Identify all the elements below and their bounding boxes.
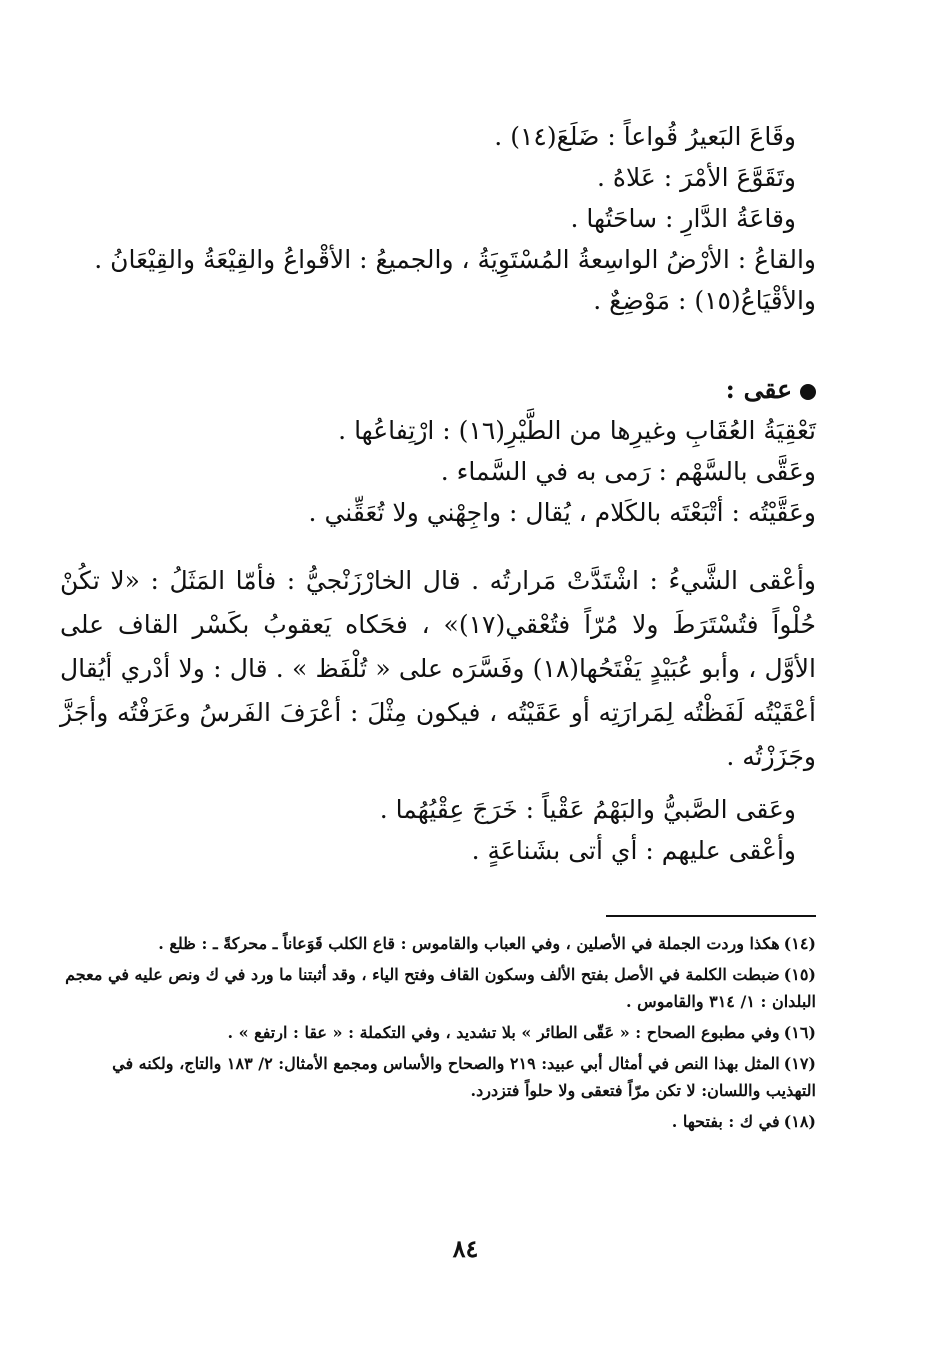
entry-heading-text: عقى : [725, 375, 792, 404]
entry-line: وعَقَّى بالسَّهْم : رَمى به في السَّماء . [440, 457, 816, 486]
footnote-number: (١٤) [783, 934, 816, 953]
footnote-text: وفي مطبوع الصحاح : « عَقّى الطائر » بلا تشديد ، وفي التكملة : « عقا : ارتفع » . [227, 1023, 780, 1042]
footnote [60, 1108, 816, 1135]
footnote-number: (١٥) [783, 965, 816, 984]
footnote-text: في ك : بفتحها . [671, 1112, 780, 1131]
entry-qwa [60, 120, 816, 318]
entry-line: وأعْقى عليهم : أي أتى بشَناعَةٍ . [471, 836, 796, 865]
footnote [60, 1050, 816, 1104]
footnote-text: المثل بهذا النص في أمثال أبي عبيد: ٢١٩ والصحاح والأساس ومجمع الأمثال: ٢/ ١٨٣ والتاج، ولكنه في التهذيب واللسان: لا تكن مرّاً فتعقى ولا حلواً فتزدرد. [112, 1054, 816, 1100]
entry-line: وقاعَةُ الدَّارِ : ساحَتُها . [570, 204, 796, 233]
entry-heading [60, 373, 816, 407]
page-number: ٨٤ [452, 1234, 479, 1263]
footnote-number: (١٨) [783, 1112, 816, 1131]
entry-line: تَعْقِيَةُ العُقَابِ وغيرِها من الطَّيْرِ(١٦) : ارْتِفاعُها . [338, 416, 816, 445]
entry-line: والأقْيَاعُ(١٥) : مَوْضِعٌ . [593, 286, 816, 315]
footnote [60, 1019, 816, 1046]
entry-aqa [60, 373, 816, 868]
footnote-divider [606, 915, 816, 917]
bullet-icon [800, 384, 816, 400]
footnote-number: (١٦) [783, 1023, 816, 1042]
footnote-text: هكذا وردت الجملة في الأصلين ، وفي العباب والقاموس : قاع الكلب قَوَعاناً ـ محركةً ـ : ظلع . [158, 934, 780, 953]
entry-line: وعَقى الصَّبيُّ والبَهْمُ عَقْياً : خَرَجَ عِقْيُهُما . [379, 795, 796, 824]
entry-line: وعَقَّيْتُه : أتْبَعْتَه بالكَلام ، يُقال : واجِهْني ولا تُعَقِّني . [308, 498, 816, 527]
footnote [60, 961, 816, 1015]
entry-line: وقَاعَ البَعيرُ قُواعاً : ضَلَعَ(١٤) . [494, 122, 796, 151]
entry-line: وتَقَوَّعَ الأمْرَ : عَلاهُ . [597, 163, 796, 192]
entry-line: والقاعُ : الأرْضُ الواسِعةُ المُسْتَوِيَةُ ، والجميعُ : الأقْواعُ والقِيْعَةُ والقِيْعَانُ . [94, 245, 816, 274]
footnote-number: (١٧) [783, 1054, 816, 1073]
main-text [60, 120, 816, 875]
footnote [60, 930, 816, 957]
footnotes [60, 930, 816, 1139]
entry-paragraph: وأعْقى الشَّيءُ : اشْتَدَّتْ مَرارتُه . قال الخارْزَنْجيُّ : فأمّا المَثَلُ : «لا تكُنْ حُلْواً فتُسْتَرَطَ ولا مُرّاً فتُعْقي(١٧)» ، فحَكاه يَعقوبُ بكَسْر القاف على الأوَّل ، وأبو عُبَيْدٍ يَفْتَحُها(١٨) وفَسَّرَه على « تُلْفَظ » . قال : ولا أدْري أيُقال أعْقَيْتُه لَفَظْتُه لِمَرارَتِه أو عَقَيْتُه ، فيكون مِثْلَ : أعْرَفَ الفَرسُ وعَرَفْتُه وأجَزَّ وجَزَزْتُه . [60, 566, 817, 771]
footnote-text: ضبطت الكلمة في الأصل بفتح الألف وسكون القاف وفتح الياء ، وقد أثبتنا ما ورد في ك ونص عليه في معجم البلدان : ١/ ٣١٤ والقاموس . [65, 965, 816, 1011]
